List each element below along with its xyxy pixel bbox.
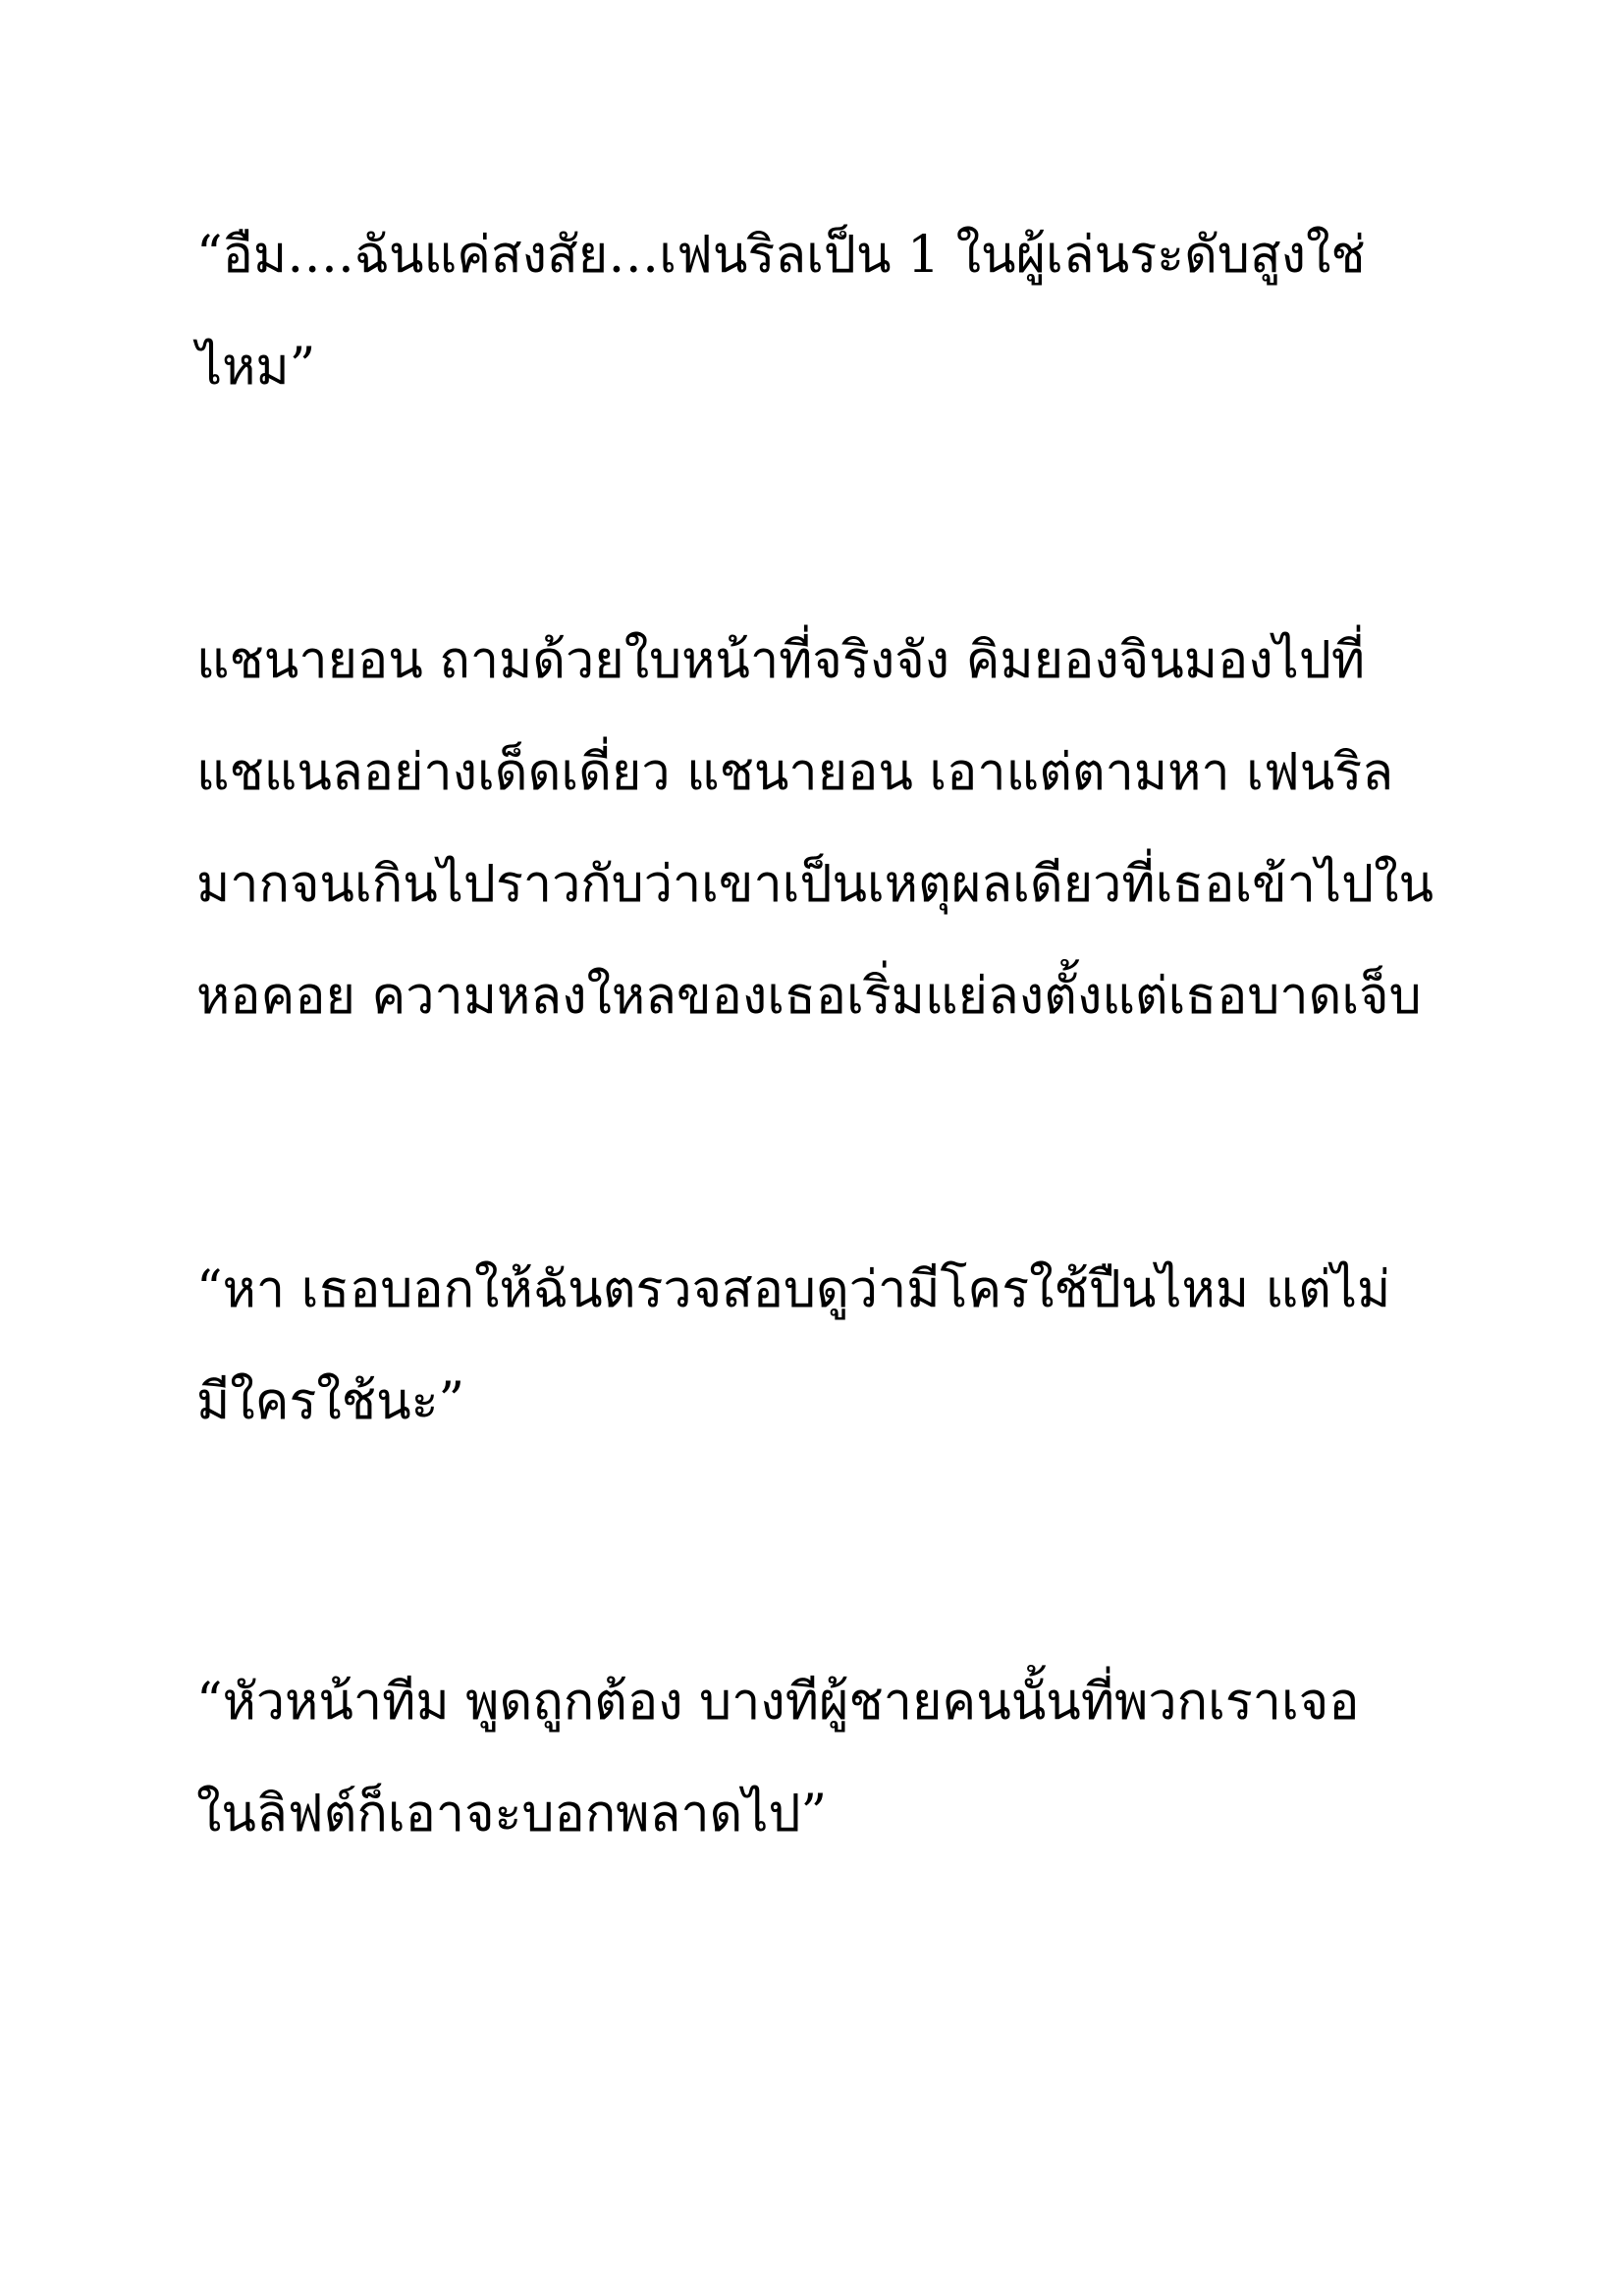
paragraph-narration — [196, 605, 1453, 1052]
text-line: ในลิฟต์ก็เอาจะบอกพลาดไป” — [196, 1785, 828, 1843]
text-line: ไหม” — [196, 338, 316, 397]
text-line: แชแนลอย่างเด็ดเดี่ยว แชนายอน เอาแต่ตามหา เฟนริล — [196, 743, 1394, 802]
text-line: แชนายอน ถามด้วยใบหน้าที่จริงจัง คิมยองจินมองไปที่ — [196, 631, 1366, 690]
text-line: “อืม….ฉันแค่สงสัย…เฟนริลเป็น 1 ในผู้เล่นระดับสูงใช่ — [196, 226, 1366, 285]
paragraph-dialogue-2 — [196, 1234, 1453, 1458]
text-line: “หา เธอบอกให้ฉันตรวจสอบดูว่ามีโครใช้ปืนไหม แต่ไม่ — [196, 1260, 1391, 1319]
text-line: มากจนเกินไปราวกับว่าเขาเป็นเหตุผลเดียวที่เธอเข้าไปใน — [196, 855, 1435, 914]
text-line: มีใครใช้นะ” — [196, 1372, 465, 1431]
text-line: หอคอย ความหลงใหลของเธอเริ่มแย่ลงตั้งแต่เธอบาดเจ็บ — [196, 967, 1422, 1026]
paragraph-dialogue-3 — [196, 1646, 1453, 1870]
paragraph-dialogue-1 — [196, 199, 1453, 423]
text-line: “หัวหน้าทีม พูดถูกต้อง บางทีผู้ชายคนนั้นที่พวกเราเจอ — [196, 1673, 1360, 1732]
